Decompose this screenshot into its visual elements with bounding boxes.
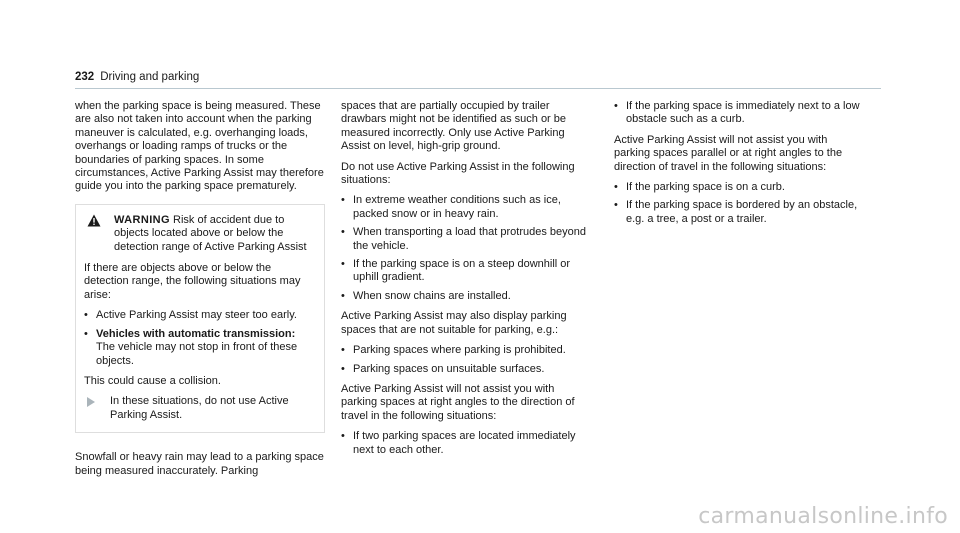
bullet: • xyxy=(84,327,88,340)
warning-triangle-icon xyxy=(87,214,101,227)
bullet: • xyxy=(614,181,618,194)
bullet: • xyxy=(341,258,345,271)
paragraph: when the parking space is being measured. These are also not taken into account when the parking maneuver is calculated, e.g. overhanging loads, overhangs or loading ramps of trucks or the boundaries of parking spaces. In some circumstances, Active Parking Assist may therefore guide you into the parking space prematurely. xyxy=(75,100,324,193)
list-item: • When snow chains are installed. xyxy=(341,289,511,302)
watermark: carmanualsonline.info xyxy=(698,504,948,529)
list-item: • If two parking spaces are located immediately next to each other. xyxy=(341,430,576,456)
list-item: • In extreme weather conditions such as ice, packed snow or in heavy rain. xyxy=(341,194,561,220)
warning-list xyxy=(84,309,316,368)
bullet: • xyxy=(614,199,618,212)
step-arrow-icon xyxy=(87,397,95,407)
list-item-label: Vehicles with automatic transmission: xyxy=(96,327,296,340)
bullet: • xyxy=(341,362,345,375)
paragraph: spaces that are partially occupied by trailer drawbars might not be identified as such or be measured incorrectly. Only use Active Parking Assist on level, high-grip ground. xyxy=(341,100,567,153)
paragraph: Active Parking Assist will not assist you with parking spaces at right angles to the direction of travel in the following situations: xyxy=(341,382,575,422)
list-item: • Active Parking Assist may steer too early. xyxy=(84,309,297,322)
list-item: • If the parking space is on a steep downhill or uphill gradient. xyxy=(341,258,571,284)
section-title: Driving and parking xyxy=(100,71,200,83)
action-step: In these situations, do not use Active Parking Assist. xyxy=(84,395,316,422)
list-item: • Parking spaces where parking is prohibited. xyxy=(341,344,566,357)
warning-intro: If there are objects above or below the detection range, the following situations may arise: xyxy=(84,262,301,301)
bullet-list xyxy=(341,430,593,457)
paragraph: Active Parking Assist may also display parking spaces that are not suitable for parking, e.g.: xyxy=(341,310,567,336)
warning-heading: Risk of accident due to objects located above or below the detection range of Active Parking Assist xyxy=(114,213,307,253)
list-item: • When transporting a load that protrudes beyond the vehicle. xyxy=(341,226,586,252)
paragraph: Do not use Active Parking Assist in the following situations: xyxy=(341,160,575,187)
header-divider xyxy=(75,88,881,89)
bullet: • xyxy=(84,309,88,322)
warning-consequence: This could cause a collision. xyxy=(84,374,221,387)
page-header xyxy=(75,71,199,83)
column-3 xyxy=(614,100,866,233)
bullet: • xyxy=(341,430,345,443)
bullet: • xyxy=(614,100,618,112)
bullet-list xyxy=(341,344,593,376)
bullet-list xyxy=(614,181,866,226)
paragraph: Snowfall or heavy rain may lead to a parking space being measured inaccurately. Parking xyxy=(75,451,324,477)
bullet: • xyxy=(341,344,345,357)
bullet: • xyxy=(341,226,345,239)
warning-header xyxy=(84,214,316,254)
page-number: 232 xyxy=(75,71,95,83)
list-item: • If the parking space is bordered by an obstacle, e.g. a tree, a post or a trailer. xyxy=(614,199,858,225)
list-item: • If the parking space is immediately next to a low obstacle such as a curb. xyxy=(614,100,860,126)
bullet-list xyxy=(341,194,593,303)
paragraph: Active Parking Assist will not assist you with parking spaces parallel or at right angles to the direction of travel in the following situations: xyxy=(614,133,843,173)
warning-box xyxy=(75,204,325,433)
list-item: • Parking spaces on unsuitable surfaces. xyxy=(341,362,545,375)
list-item: • Vehicles with automatic transmission: The vehicle may not stop in front of these objects. xyxy=(84,327,298,367)
bullet: • xyxy=(341,194,345,207)
warning-title: WARNING xyxy=(114,213,170,226)
list-item: • If the parking space is on a curb. xyxy=(614,181,785,194)
column-1 xyxy=(75,100,327,485)
bullet: • xyxy=(341,289,345,302)
bullet-list xyxy=(614,100,866,127)
column-2 xyxy=(341,100,593,464)
